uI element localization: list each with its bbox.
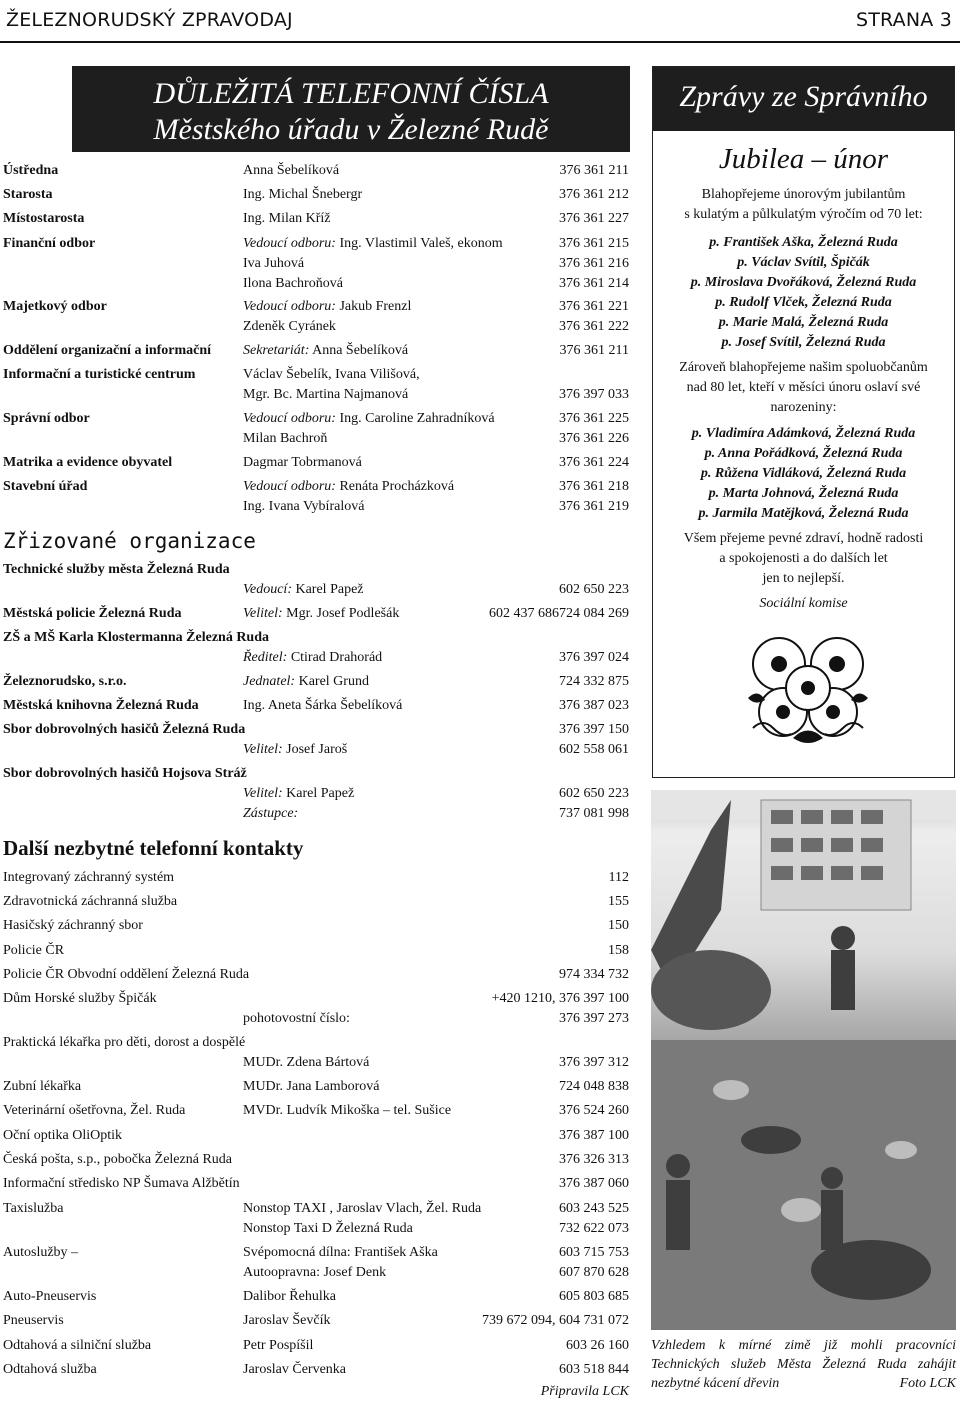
contact-person: MUDr. Jana Lamborová: [243, 1079, 380, 1094]
contact-person: Nonstop Taxi D Železná Ruda: [243, 1221, 413, 1236]
contact-label: Oční optika OliOptik: [3, 1128, 122, 1143]
contact-person: Petr Pospíšil: [243, 1338, 314, 1353]
contact-phone: 724 048 838: [559, 1079, 629, 1094]
caption-text: Vzhledem k mírné zimě již mohli pracovníci Technických služeb Města Železná Ruda zahájit nezbytné kácení dřevin: [651, 1338, 956, 1391]
contact-phone: 603 518 844: [559, 1362, 629, 1377]
contact-label: Integrovaný záchranný systém: [3, 870, 175, 885]
role-label: Sekretariát:: [243, 343, 310, 358]
row-person: Anna Šebelíková: [243, 163, 340, 178]
page-number: STRANA 3: [855, 9, 952, 31]
contact-phone: 603 26 160: [566, 1338, 629, 1353]
sidebar-subheading: Jubilea – únor: [718, 143, 889, 175]
org-person: Ing. Aneta Šárka Šebelíková: [243, 698, 403, 713]
row-person: Iva Juhová: [243, 256, 305, 271]
jubilant-name: p. Václav Svítil, Špičák: [737, 255, 870, 270]
row-phone: 376 361 218: [559, 479, 629, 494]
banner-subtitle: Městského úřadu v Železné Rudě: [153, 113, 549, 146]
contact-label: Zdravotnická záchranná služba: [3, 894, 178, 909]
org-name: Městská knihovna Železná Ruda: [3, 698, 199, 713]
row-phone: 376 361 211: [559, 343, 629, 358]
org-person: [243, 648, 382, 668]
row-person: Ing. Milan Kříž: [243, 211, 331, 226]
contact-person: Jaroslav Červenka: [243, 1362, 347, 1377]
row-label: Matrika a evidence obyvatel: [3, 455, 173, 470]
intro-block: [653, 185, 954, 225]
names-list: [653, 233, 954, 353]
row-phone: 376 361 219: [559, 499, 629, 514]
header-rule: [0, 41, 960, 43]
photo-credit: Foto LCK: [899, 1376, 956, 1391]
contact-phone: 603 715 753: [559, 1245, 629, 1260]
contact-person: pohotovostní číslo:: [243, 1011, 350, 1026]
contact-phone: 112: [608, 870, 629, 885]
contact-phone: 376 524 260: [559, 1103, 629, 1118]
row-person: [243, 409, 495, 429]
person-name: Karel Grund: [295, 674, 369, 689]
jubilant-name: p. František Aška, Železná Ruda: [709, 235, 898, 250]
row-person: Ing. Michal Šnebergr: [243, 187, 363, 202]
contact-phone: 158: [608, 943, 629, 958]
contact-person: Jaroslav Ševčík: [243, 1313, 331, 1328]
contact-person: MVDr. Ludvík Mikoška – tel. Sušice: [243, 1103, 452, 1118]
contact-phone: 605 803 685: [559, 1289, 629, 1304]
jubilant-name: p. Josef Svítil, Železná Ruda: [721, 335, 886, 350]
contact-phone: 739 672 094, 604 731 072: [482, 1313, 629, 1328]
org-phone: 602 650 223: [559, 582, 629, 597]
author-credit: Připravila LCK: [540, 1384, 629, 1399]
newspaper-title: ŽELEZNORUDSKÝ ZPRAVODAJ: [6, 9, 293, 31]
org-phone: 376 397 024: [559, 650, 629, 665]
row-person: Zdeněk Cyránek: [243, 319, 336, 334]
row-person: [243, 341, 408, 361]
photo-caption: [651, 1336, 956, 1393]
contact-phone: 376 397 312: [559, 1055, 629, 1070]
contact-phone: 603 243 525: [559, 1201, 629, 1216]
role-label: Vedoucí odboru:: [243, 299, 336, 314]
row-person: Mgr. Bc. Martina Najmanová: [243, 387, 409, 402]
contact-label: Zubní lékařka: [3, 1079, 82, 1094]
mid-line: nad 80 let, kteří v měsíci únoru oslaví své: [686, 380, 921, 395]
contact-label: Hasičský záchranný sbor: [3, 918, 143, 933]
person-name: Jakub Frenzl: [335, 299, 412, 314]
person-name: Ing. Vlastimil Valeš, ekonom: [335, 236, 503, 251]
row-phone: 376 361 221: [559, 299, 629, 314]
row-label: Starosta: [3, 187, 53, 202]
row-phone: 376 361 214: [559, 276, 629, 291]
contact-person: MUDr. Zdena Bártová: [243, 1055, 370, 1070]
contact-label: Veterinární ošetřovna, Žel. Ruda: [3, 1103, 186, 1118]
org-person: [243, 740, 347, 760]
org-person: [243, 784, 354, 804]
contact-label: Odtahová služba: [3, 1362, 97, 1377]
tree-felling-photo: [651, 790, 956, 1330]
row-phone: 376 397 033: [559, 387, 629, 402]
org-phone: 724 332 875: [559, 674, 629, 689]
org-name: Městská policie Železná Ruda: [3, 606, 182, 621]
contact-label: Dům Horské služby Špičák: [3, 991, 157, 1006]
intro-line: Blahopřejeme únorovým jubilantům: [701, 187, 906, 202]
contact-phone: 150: [608, 918, 629, 933]
wish-line: jen to nejlepší.: [762, 571, 845, 586]
row-label: Finanční odbor: [3, 236, 96, 251]
sidebar-heading: Zprávy ze Správního: [653, 67, 954, 131]
org-person: [243, 672, 369, 692]
row-phone: 376 361 212: [559, 187, 629, 202]
role-label: Velitel:: [243, 786, 283, 801]
mid-block: [653, 358, 954, 418]
person-name: Josef Jaroš: [282, 742, 348, 757]
section-banner: [72, 66, 630, 152]
row-phone: 376 361 211: [559, 163, 629, 178]
flower-illustration: [743, 628, 873, 756]
mid-line: Zároveň blahopřejeme našim spoluobčanům: [679, 360, 928, 375]
contact-label: Autoslužby –: [3, 1245, 79, 1260]
contact-phone: 376 387 060: [559, 1176, 629, 1191]
org-phone: 602 650 223: [559, 786, 629, 801]
contact-phone: 155: [608, 894, 629, 909]
contact-phone: 732 622 073: [559, 1221, 629, 1236]
mid-line: narozeniny:: [770, 400, 837, 415]
row-person: [243, 297, 411, 317]
row-person: Milan Bachroň: [243, 431, 328, 446]
person-name: Mgr. Josef Podlešák: [282, 606, 400, 621]
contact-phone: +420 1210, 376 397 100: [491, 991, 629, 1006]
person-name: Karel Papež: [282, 786, 355, 801]
person-name: Ctirad Drahorád: [287, 650, 383, 665]
jubilant-name: p. Anna Pořádková, Železná Ruda: [704, 446, 903, 461]
wish-line: Všem přejeme pevné zdraví, hodně radosti: [683, 531, 924, 546]
row-label: Stavební úřad: [3, 479, 88, 494]
row-phone: 376 361 215: [559, 236, 629, 251]
names-list-2: [653, 424, 954, 524]
org-phone: 602 437 686724 084 269: [489, 606, 629, 621]
org-name: Technické služby města Železná Ruda: [3, 562, 230, 577]
contact-phone: 974 334 732: [559, 967, 629, 982]
others-heading: Další nezbytné telefonní kontakty: [3, 836, 304, 860]
role-label: Velitel:: [243, 606, 283, 621]
contact-phone: 376 387 100: [559, 1128, 629, 1143]
row-label: Oddělení organizační a informační: [3, 343, 212, 358]
contact-label: Informační středisko NP Šumava Alžbětín: [3, 1176, 240, 1191]
contact-phone: 376 397 273: [559, 1011, 629, 1026]
org-phone: 376 397 150: [559, 722, 629, 737]
org-person: Zástupce:: [243, 806, 299, 821]
org-name: ZŠ a MŠ Karla Klostermanna Železná Ruda: [3, 630, 270, 645]
row-label: Majetkový odbor: [3, 299, 107, 314]
org-name: Sbor dobrovolných hasičů Železná Ruda: [3, 722, 246, 737]
intro-line: s kulatým a půlkulatým výročím od 70 let:: [684, 207, 923, 222]
row-label: Správní odbor: [3, 411, 90, 426]
contact-label: Praktická lékařka pro děti, dorost a dospělé: [3, 1035, 246, 1050]
jubilant-name: p. Marta Johnová, Železná Ruda: [708, 486, 899, 501]
row-label: Ústředna: [3, 163, 59, 178]
row-label: Místostarosta: [3, 211, 85, 226]
person-name: Renáta Procházková: [335, 479, 455, 494]
row-label: Informační a turistické centrum: [3, 367, 196, 382]
row-person: Václav Šebelík, Ivana Vilišová,: [243, 367, 420, 382]
org-phone: 602 558 061: [559, 742, 629, 757]
photo-drawing: [651, 790, 956, 1330]
contact-phone: 607 870 628: [559, 1265, 629, 1280]
row-person: Dagmar Tobrmanová: [243, 455, 362, 470]
contact-label: Taxislužba: [3, 1201, 64, 1216]
person-name: Karel Papež: [291, 582, 364, 597]
contact-person: Svépomocná dílna: František Aška: [243, 1245, 438, 1260]
role-label: Vedoucí odboru:: [243, 411, 336, 426]
jubilant-name: p. Růžena Vidláková, Železná Ruda: [700, 466, 907, 481]
row-phone: 376 361 227: [559, 211, 629, 226]
person-name: Anna Šebelíková: [309, 343, 409, 358]
orgs-heading-text: Zřizované organizace: [3, 529, 256, 553]
row-person: [243, 477, 454, 497]
contact-label: Policie ČR: [3, 943, 65, 958]
banner-title: DŮLEŽITÁ TELEFONNÍ ČÍSLA: [153, 77, 549, 110]
contact-label: Policie ČR Obvodní oddělení Železná Ruda: [3, 967, 250, 982]
row-person: Ing. Ivana Vybíralová: [243, 499, 365, 514]
org-name: Sbor dobrovolných hasičů Hojsova Stráž: [3, 766, 247, 781]
contact-label: Česká pošta, s.p., pobočka Železná Ruda: [3, 1152, 232, 1167]
role-label: Vedoucí odboru:: [243, 236, 336, 251]
jubilant-name: p. Jarmila Matějková, Železná Ruda: [698, 506, 909, 521]
jubilant-name: p. Rudolf Vlček, Železná Ruda: [715, 295, 892, 310]
wish-block: [653, 529, 954, 589]
jubilant-name: p. Vladimíra Adámková, Železná Ruda: [691, 426, 916, 441]
row-person: [243, 234, 503, 254]
contact-label: Odtahová a silniční služba: [3, 1338, 152, 1353]
orgs-heading: [3, 529, 256, 554]
row-phone: 376 361 222: [559, 319, 629, 334]
row-person: Ilona Bachroňová: [243, 276, 343, 291]
role-label: Ředitel:: [243, 650, 288, 665]
contact-phone: 376 326 313: [559, 1152, 629, 1167]
row-phone: 376 361 224: [559, 455, 629, 470]
jubilant-name: p. Marie Malá, Železná Ruda: [718, 315, 889, 330]
org-phone: 737 081 998: [559, 806, 629, 821]
person-name: Ing. Caroline Zahradníková: [335, 411, 495, 426]
contact-person: Dalibor Řehulka: [243, 1289, 336, 1304]
contact-person: Nonstop TAXI , Jaroslav Vlach, Žel. Ruda: [243, 1201, 482, 1216]
role-label: Jednatel:: [243, 674, 296, 689]
org-person: [243, 604, 399, 624]
role-label: Vedoucí odboru:: [243, 479, 336, 494]
wish-line: a spokojenosti a do dalších let: [719, 551, 888, 566]
contact-person: Autoopravna: Josef Denk: [243, 1265, 387, 1280]
contact-label: Auto-Pneuservis: [3, 1289, 97, 1304]
row-phone: 376 361 216: [559, 256, 629, 271]
role-label: Velitel:: [243, 742, 283, 757]
jubilant-name: p. Miroslava Dvořáková, Železná Ruda: [690, 275, 917, 290]
role-label: Vedoucí:: [243, 582, 292, 597]
org-name: Železnorudsko, s.r.o.: [3, 674, 127, 689]
contact-label: Pneuservis: [3, 1313, 64, 1328]
signature: Sociální komise: [759, 596, 848, 611]
row-phone: 376 361 226: [559, 431, 629, 446]
row-phone: 376 361 225: [559, 411, 629, 426]
org-phone: 376 387 023: [559, 698, 629, 713]
org-person: [243, 580, 364, 600]
